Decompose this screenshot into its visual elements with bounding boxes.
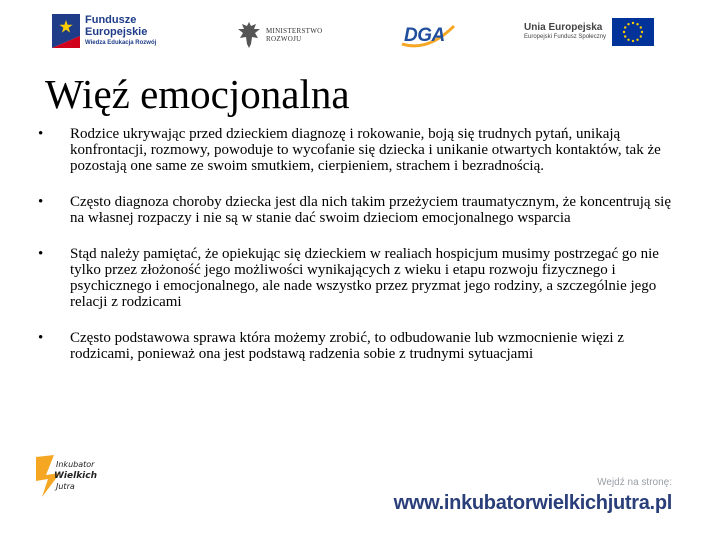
bullet-text: Stąd należy pamiętać, że opiekując się dzieckiem w realiach hospicjum musimy postrzegać go nie tylko przez złożoność jego możliwości wynikających z wieku i etapu rozwoju fizycznego i psychicznego i emocjonalnego, ale nade wszystko przez pryzmat jego rodziny, a szczególnie jego relacji z rodzicami [70, 246, 659, 310]
bullet-item [38, 194, 684, 226]
bullet-text: Często podstawowa sprawa która możemy zrobić, to odbudowanie lub wzmocnienie więzi z rodzicami, ponieważ ona jest podstawą radzenia sobie z trudnymi sytuacjami [70, 330, 624, 362]
unia-europejska-logo [524, 18, 654, 46]
inkubator-line3: Jutra [56, 482, 75, 491]
dga-logo [400, 22, 456, 48]
slide-title: Więź emocjonalna [45, 71, 350, 117]
bullet-item [38, 330, 684, 362]
bullet-item [38, 126, 684, 174]
fundusze-line1: Fundusze [85, 14, 137, 27]
bullet-marker: • [38, 246, 44, 262]
inkubator-line1: Inkubator [56, 460, 95, 469]
bullet-marker: • [38, 330, 44, 346]
eagle-emblem-icon [236, 20, 262, 50]
unia-line2: Europejski Fundusz Społeczny [524, 34, 607, 41]
fundusze-flag-icon [52, 14, 80, 48]
inkubator-logo-icon [32, 453, 98, 499]
bullet-text: Często diagnoza choroby dziecka jest dla nich takim przeżyciem traumatycznym, że koncentrują się na własnej rozpaczy i nie są w stanie dać swoim dzieciom emocjonalnego wsparcia [70, 194, 672, 226]
eu-flag-icon [612, 18, 654, 46]
bullet-marker: • [38, 194, 44, 210]
ministerstwo-rozwoju-logo [236, 20, 323, 50]
visit-label: Wejdź na stronę: [597, 477, 672, 488]
ministerstwo-line1: MINISTERSTWO [266, 26, 323, 35]
fundusze-line3: Wiedza Edukacja Rozwój [85, 40, 157, 47]
ministerstwo-line2: ROZWOJU [266, 35, 302, 43]
footer-link-area [394, 477, 672, 515]
fundusze-line2: Europejskie [85, 25, 148, 38]
bullet-text: Rodzice ukrywając przed dzieckiem diagnozę i rokowanie, boją się trudnych pytań, unikają konfrontacji, rozmowy, powoduje to wycofanie się dziecka i unikanie otwartych kontaktów, tak że pozostają one same ze swoim smutkiem, cierpieniem, strachem i bezradnością. [70, 126, 661, 174]
unia-line1: Unia Europejska [524, 22, 603, 34]
bullet-item [38, 246, 684, 310]
inkubator-line2: Wielkich [54, 471, 98, 481]
logo-bar [0, 12, 720, 60]
bullet-list [38, 126, 684, 382]
website-link[interactable]: www.inkubatorwielkichjutra.pl [393, 492, 672, 514]
bullet-marker: • [38, 126, 44, 142]
fundusze-europejskie-logo [52, 14, 156, 48]
dga-text: DGA [404, 25, 445, 46]
